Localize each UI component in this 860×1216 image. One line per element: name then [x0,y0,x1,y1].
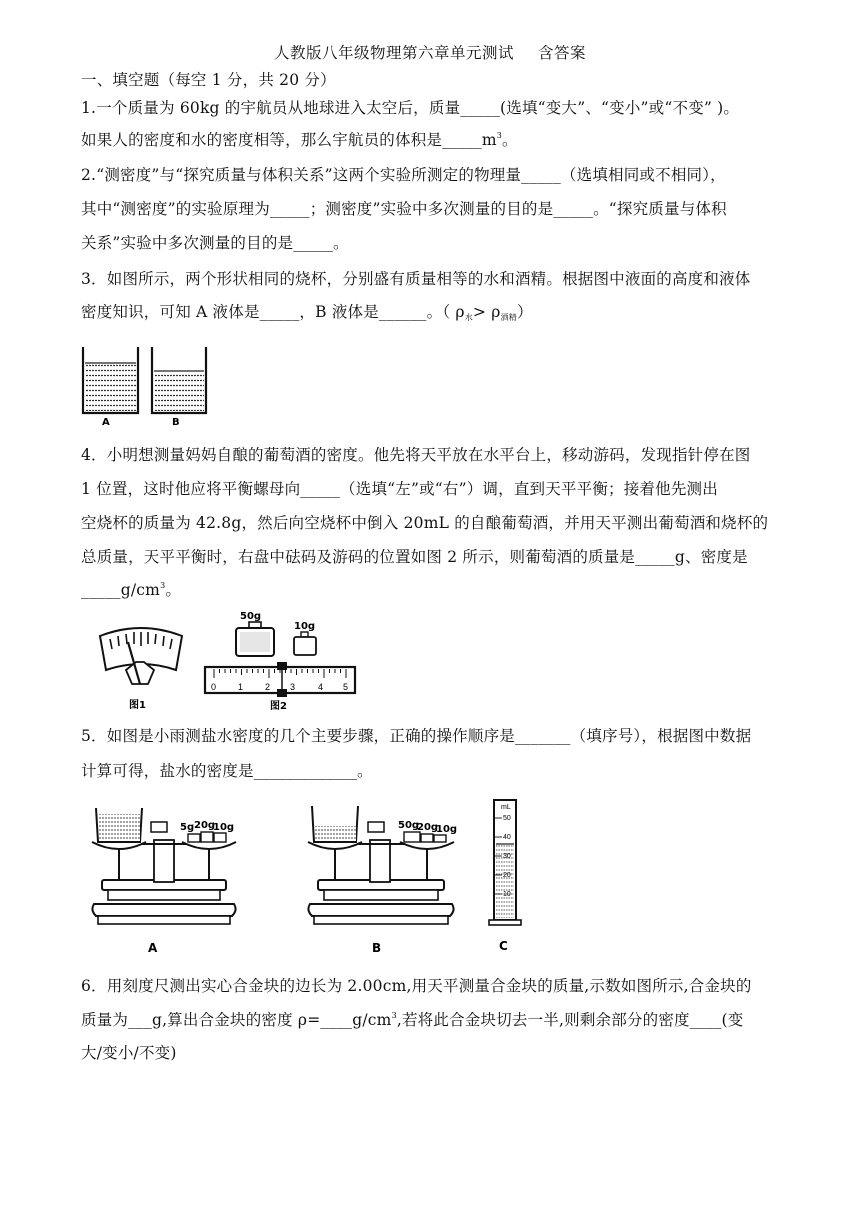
q2-line-1: 2.“测密度”与“探究质量与体积关系”这两个实验所测定的物理量_____（选填相同或不相同）， [81,166,726,184]
figB-label: B [372,941,382,955]
ruler-tick-0: 0 [211,682,217,692]
q3-line-2 [81,300,821,323]
q3-sub-alcohol: 酒精 [500,313,517,322]
title-main: 人教版八年级物理第六章单元测试 [273,44,514,62]
rider-ruler [205,662,355,697]
ruler-tick-1: 1 [238,682,244,692]
figC-label: C [499,939,508,953]
q5-line-1: 5．如图是小雨测盐水密度的几个主要步骤，正确的操作顺序是_______（填序号），根据图中数据 [81,727,752,745]
q6-line-1: 6．用刻度尺测出实心合金块的边长为 2.00cm,用天平测量合金块的质量,示数如图所示,合金块的 [81,977,752,995]
q6-line-2-text: 质量为___g,算出合金块的密度 ρ=____g/cm [81,1011,392,1029]
figA-label: A [148,941,158,955]
q6-line-2 [81,1008,821,1030]
cylinder-unit: mL [501,804,511,811]
weight-10g-label: 10g [294,621,316,632]
q4-line-5 [81,578,821,600]
weight-50g-label: 50g [240,611,262,622]
weight-10g [294,632,316,655]
ruler-tick-5: 5 [343,682,349,692]
rider-bottom [277,689,287,697]
q6-line-2-end: ,若将此合金块切去一半,则剩余部分的密度____(变 [396,1011,744,1029]
weight-50g [236,622,274,656]
ruler-tick-2: 2 [265,682,271,692]
q4-line-2: 1 位置，这时他应将平衡螺母向_____（选填“左”或“右”）调，直到天平平衡；接着他先测出 [81,480,718,498]
q1-line-2-end: 。 [502,131,518,149]
q4-line-5-end: 。 [165,581,182,599]
title-suffix: 含答案 [538,44,587,62]
q3-line-2-text: 密度知识，可知 A 液体是_____，B 液体是______。（ ρ [81,303,465,321]
q3-line-2-end: ） [516,303,533,321]
q5-figure-a-balance [84,800,244,958]
page-title [0,41,860,63]
q4-line-1: 4．小明想测量妈妈自酿的葡萄酒的密度。他先将天平放在水平台上，移动游码，发现指针停在图 [81,446,751,464]
q6-unit-sup: 3 [391,1011,397,1020]
q4-line-4: 总质量，天平平衡时，右盘中砝码及游码的位置如图 2 所示，则葡萄酒的质量是_____g、密度是 [81,548,748,566]
q3-line-1: 3．如图所示，两个形状相同的烧杯，分别盛有质量相等的水和酒精。根据图中液面的高度和液体 [81,270,751,288]
q3-sub-water: 水 [464,313,473,322]
beaker-label-b: B [172,417,180,428]
figB-weight-50g: 50g [398,820,420,831]
q1-line-1: 1.一个质量为 60kg 的宇航员从地球进入太空后，质量_____(选填“变大”、“变小”或“不变” )。 [81,99,740,117]
q5-figure-b-balance [300,796,462,956]
q3-line-2-mid: > ρ [472,303,501,321]
q5-figure-c-cylinder [486,796,526,956]
q6-line-3: 大/变小/不变) [81,1044,177,1062]
q4-unit-sup: 3 [160,581,166,590]
q1-line-2-text: 如果人的密度和水的密度相等，那么宇航员的体积是_____m [81,131,497,149]
figB-weight-10g: 10g [436,824,458,835]
beaker-b [152,347,206,413]
cylinder-tick-40: 40 [503,834,511,841]
q2-line-3: 关系”实验中多次测量的目的是_____。 [81,234,349,252]
figA-weight-20g: 20g [194,820,216,831]
q4-line-5-text: _____g/cm [81,581,161,599]
ruler-tick-3: 3 [290,682,296,692]
figA-weight-5g: 5g [180,822,195,833]
fig1-label: 图1 [129,700,146,711]
q3-beakers-figure [80,343,210,428]
cylinder-tick-30: 30 [503,853,511,860]
figB-weight-20g: 20g [417,822,439,833]
rider-top [277,662,287,670]
section-heading: 一、填空题（每空 1 分，共 20 分） [81,71,336,89]
fig2-label: 图2 [270,701,287,712]
figA-weight-10g: 10g [213,822,235,833]
q1-unit-sup: 3 [496,131,503,140]
q4-figure-2-weights-ruler [202,608,362,712]
beaker-a [83,347,138,413]
beaker-label-a: A [102,417,110,428]
q2-line-2: 其中“测密度”的实验原理为_____；测密度”实验中多次测量的目的是_____。“探究质量与体积 [81,200,727,218]
cylinder-tick-20: 20 [503,872,511,879]
q5-line-2: 计算可得，盐水的密度是_____________。 [81,762,373,780]
q1-line-2 [81,128,821,150]
q4-figure-1-pointer [96,622,186,712]
cylinder-tick-50: 50 [503,815,511,822]
ruler-tick-4: 4 [318,682,324,692]
cylinder-tick-10: 10 [503,891,511,898]
q4-line-3: 空烧杯的质量为 42.8g，然后向空烧杯中倒入 20mL 的自酿葡萄酒，并用天平测出葡萄酒和烧杯的 [81,514,769,532]
